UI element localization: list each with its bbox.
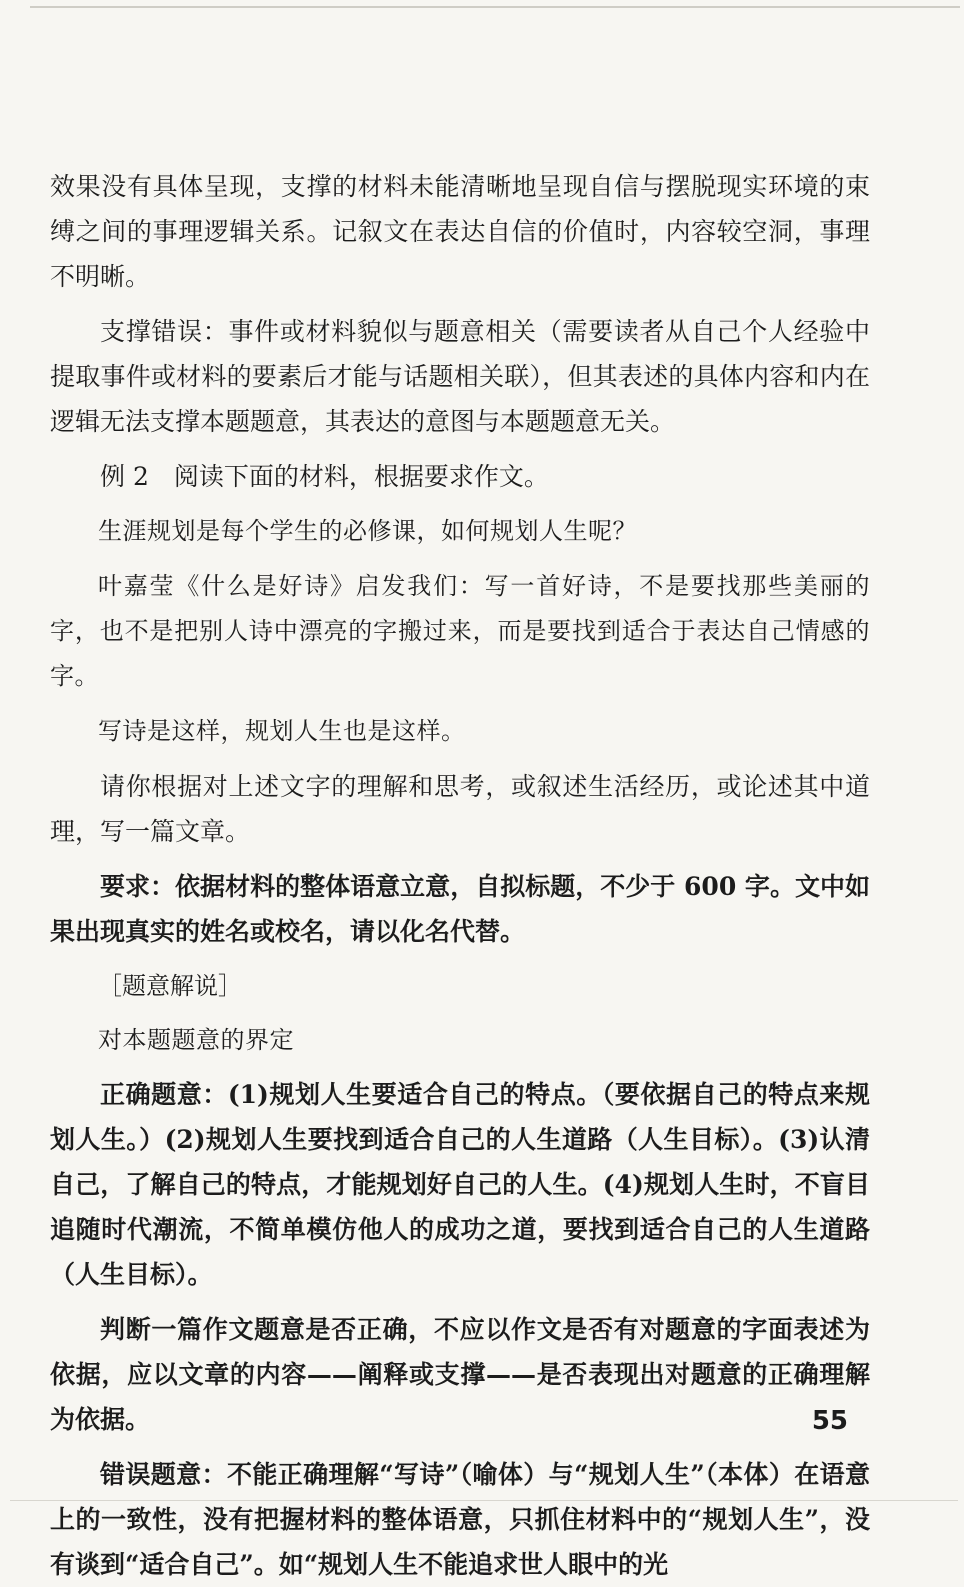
bottom-rule — [10, 1500, 958, 1501]
paragraph-support-error: 支撑错误：事件或材料貌似与题意相关（需要读者从自己个人经验中提取事件或材料的要素后才能与话题相关联），但其表述的具体内容和内在逻辑无法支撑本题题意，其表达的意图与本题题意无关。 — [50, 317, 870, 436]
material-line-2: 叶嘉莹《什么是好诗》启发我们：写一首好诗，不是要找那些美丽的字，也不是把别人诗中漂亮的字搬过来，而是要找到适合于表达自己情感的字。 — [50, 572, 870, 690]
example-heading: 例 2 阅读下面的材料，根据要求作文。 — [100, 462, 549, 491]
prompt-requirement: 要求：依据材料的整体语意立意，自拟标题，不少于 600 字。文中如果出现真实的姓名或校名，请以化名代替。 — [50, 872, 870, 946]
top-rule — [30, 6, 960, 8]
prompt-instruction: 请你根据对上述文字的理解和思考，或叙述生活经历，或论述其中道理，写一篇文章。 — [50, 772, 870, 846]
material-line-3: 写诗是这样，规划人生也是这样。 — [98, 717, 466, 745]
paragraph-continuation: 效果没有具体呈现，支撑的材料未能清晰地呈现自信与摆脱现实环境的束缚之间的事理逻辑关系。记叙文在表达自信的价值时，内容较空洞，事理不明晰。 — [50, 172, 870, 291]
section-title-explanation: ［题意解说］ — [98, 972, 242, 1000]
paragraph-wrong-meaning: 错误题意：不能正确理解“写诗”（喻体）与“规划人生”（本体）在语意上的一致性，没有把握材料的整体语意，只抓住材料中的“规划人生”，没有谈到“适合自己”。如“规划人生不能追求世人眼中的光 — [50, 1460, 870, 1579]
page-body — [50, 164, 870, 1587]
paragraph-correct-meaning: 正确题意：(1)规划人生要适合自己的特点。（要依据自己的特点来规划人生。）(2)规划人生要找到适合自己的人生道路（人生目标）。(3)认清自己，了解自己的特点，才能规划好自己的人生。(4)规划人生时，不盲目追随时代潮流，不简单模仿他人的成功之道，要找到适合自己的人生道路（人生目标）。 — [50, 1080, 870, 1289]
material-line-1: 生涯规划是每个学生的必修课，如何规划人生呢？ — [98, 517, 637, 545]
page-number: 55 — [811, 1406, 848, 1436]
subsection-title-definition: 对本题题意的界定 — [98, 1026, 294, 1054]
paragraph-judgement: 判断一篇作文题意是否正确，不应以作文是否有对题意的字面表述为依据，应以文章的内容——阐释或支撑——是否表现出对题意的正确理解为依据。 — [50, 1315, 870, 1434]
